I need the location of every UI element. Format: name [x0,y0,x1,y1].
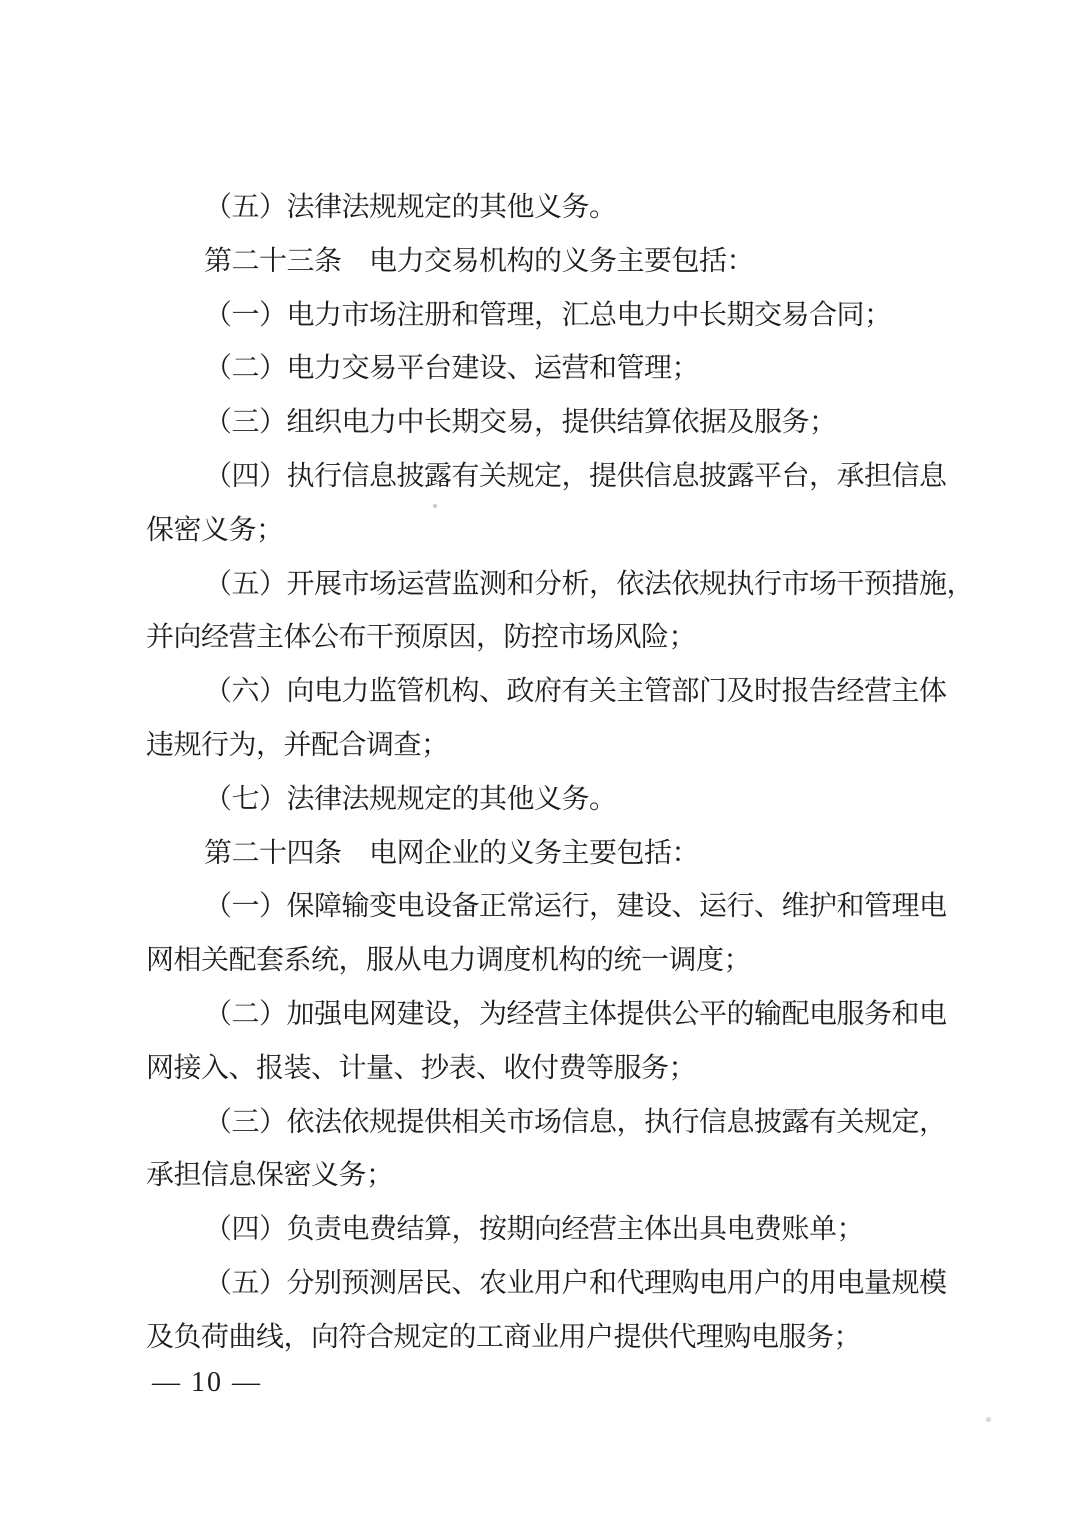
scan-speck [433,504,437,508]
page-number: — 10 — [152,1367,262,1398]
document-line: 及负荷曲线，向符合规定的工商业用户提供代理购电服务； [146,1321,862,1353]
document-line: （二）电力交易平台建设、运营和管理； [204,353,700,385]
document-body [146,181,975,1365]
document-line: （七）法律法规规定的其他义务。 [204,783,617,815]
scan-speck [986,1417,991,1422]
document-line: （三）组织电力中长期交易，提供结算依据及服务； [204,407,837,439]
document-line: （一）保障输变电设备正常运行，建设、运行、维护和管理电 [204,891,947,923]
document-line: （六）向电力监管机构、政府有关主管部门及时报告经营主体 [204,676,947,708]
document-line: 承担信息保密义务； [146,1160,394,1192]
document-line: 并向经营主体公布干预原因，防控市场风险； [146,622,697,654]
document-line: 保密义务； [146,514,284,546]
document-line: （三）依法依规提供相关市场信息，执行信息披露有关规定， [204,1106,947,1138]
document-line: （五）开展市场运营监测和分析，依法依规执行市场干预措施， [204,568,975,600]
document-line: 第二十四条 电网企业的义务主要包括： [204,837,700,869]
document-line: （五）法律法规规定的其他义务。 [204,192,617,223]
document-line: 违规行为，并配合调查； [146,729,449,761]
document-line: （四）执行信息披露有关规定，提供信息披露平台，承担信息 [204,460,947,492]
document-line: （四）负责电费结算，按期向经营主体出具电费账单； [204,1214,865,1246]
document-line: 第二十三条 电力交易机构的义务主要包括： [204,245,755,277]
document-line: 网相关配套系统，服从电力调度机构的统一调度； [146,945,752,977]
document-line: （五）分别预测居民、农业用户和代理购电用户的用电量规模 [204,1267,947,1299]
document-line: 网接入、报装、计量、抄表、收付费等服务； [146,1052,697,1084]
document-line: （一）电力市场注册和管理，汇总电力中长期交易合同； [204,299,892,331]
document-line: （二）加强电网建设，为经营主体提供公平的输配电服务和电 [204,998,947,1030]
